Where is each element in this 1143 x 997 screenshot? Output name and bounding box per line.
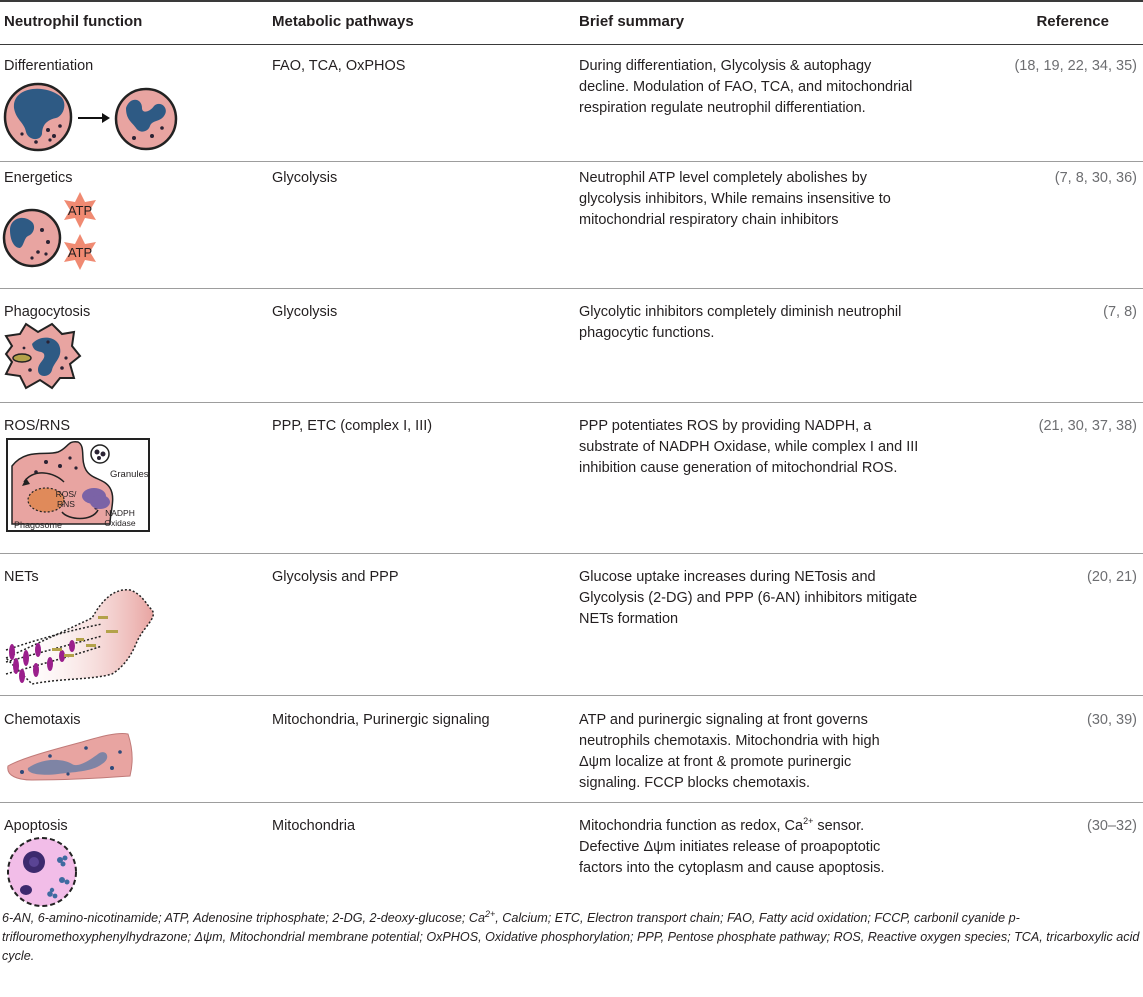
row-summary-differentiation: During differentiation, Glycolysis & autophagy decline. Modulation of FAO, TCA, and mitochondrial respiration regulate neutrophil differentiation. <box>579 58 913 116</box>
atp-label-1: ATP <box>67 203 93 218</box>
summary-text: Mitochondria function as redox, Ca <box>579 818 804 834</box>
apoptosis-figure <box>2 836 84 908</box>
row-summary-ros-rns: PPP potentiates ROS by providing NADPH, a substrate of NADPH Oxidase, while complex I and III inhibition cause generation of mitochondrial ROS. <box>579 418 919 476</box>
row-divider <box>0 402 1143 403</box>
row-summary-apoptosis <box>579 816 919 879</box>
row-pathways-phagocytosis: Glycolysis <box>272 304 338 320</box>
row-divider <box>0 288 1143 289</box>
summary-line: Defective Δψm initiates release of proapoptotic <box>579 839 881 855</box>
ros-label-line2: RNS <box>57 499 75 509</box>
row-summary-phagocytosis: Glycolytic inhibitors completely diminish neutrophil phagocytic functions. <box>579 304 902 341</box>
header-neutrophil-function: Neutrophil function <box>4 13 143 30</box>
row-reference-differentiation: (18, 19, 22, 34, 35) <box>1014 58 1137 74</box>
row-reference-energetics: (7, 8, 30, 36) <box>1054 170 1137 186</box>
row-function-nets: NETs <box>4 569 39 585</box>
chemotaxis-figure <box>2 728 142 784</box>
phagosome-label: Phagosome <box>14 520 63 530</box>
row-pathways-apoptosis: Mitochondria <box>272 818 356 834</box>
header-brief-summary: Brief summary <box>579 13 685 30</box>
summary-line: Δψm localize at front & promote purinergic <box>579 754 852 770</box>
row-divider <box>0 161 1143 162</box>
summary-text: sensor. <box>813 818 865 834</box>
row-summary-nets: Glucose uptake increases during NETosis and Glycolysis (2-DG) and PPP (6-AN) inhibitors mitigate NETs formation <box>579 569 918 627</box>
ros-rns-figure <box>6 438 150 532</box>
row-function-ros-rns: ROS/RNS <box>4 418 71 434</box>
summary-line <box>579 816 919 837</box>
ros-label-line1: ROS/ <box>55 489 77 499</box>
summary-line: ATP and purinergic signaling at front governs <box>579 712 868 728</box>
table-footnote <box>2 909 1140 966</box>
row-reference-apoptosis: (30–32) <box>1087 818 1137 834</box>
row-reference-ros-rns: (21, 30, 37, 38) <box>1038 418 1137 434</box>
row-pathways-differentiation: FAO, TCA, OxPHOS <box>272 58 406 74</box>
row-summary-chemotaxis <box>579 710 919 794</box>
row-reference-phagocytosis: (7, 8) <box>1103 304 1137 320</box>
nadph-label-line2: Oxidase <box>104 518 136 528</box>
superscript: 2+ <box>803 816 814 827</box>
nadph-label-line1: NADPH <box>105 508 135 518</box>
footnote-text: 6-AN, 6-amino-nicotinamide; ATP, Adenosine triphosphate; 2-DG, 2-deoxy-glucose; Ca <box>2 911 486 925</box>
header-reference: Reference <box>1036 13 1109 30</box>
atp-label-2: ATP <box>67 245 93 260</box>
row-pathways-nets: Glycolysis and PPP <box>272 569 399 585</box>
footnote-text: , Calcium; ETC, Electron transport chain; FAO, Fatty acid oxidation; FCCP, carbonil cyanide p-triflouromethoxyphenylhydrazone; Δψm, Mitochondrial membrane potential; OxPHOS, Oxidative phosphorylation; PPP, Pentose phosphate pathway; ROS, Reactive oxygen species; TCA, tricarboxylic acid cycle. <box>2 911 1140 963</box>
footnote-superscript: 2+ <box>485 908 496 919</box>
row-pathways-ros-rns: PPP, ETC (complex I, III) <box>272 418 433 434</box>
summary-line: signaling. FCCP blocks chemotaxis. <box>579 775 811 791</box>
phagocytosis-figure <box>2 322 82 390</box>
energetics-figure <box>2 190 122 282</box>
row-pathways-chemotaxis: Mitochondria, Purinergic signaling <box>272 712 490 728</box>
summary-line: factors into the cytoplasm and cause apoptosis. <box>579 860 885 876</box>
row-function-apoptosis: Apoptosis <box>4 818 68 834</box>
row-summary-energetics: Neutrophil ATP level completely abolishes by glycolysis inhibitors, While remains insensitive to mitochondrial respiratory chain inhibitors <box>579 170 891 228</box>
row-function-differentiation: Differentiation <box>4 58 94 74</box>
differentiation-figure <box>2 78 182 160</box>
summary-line: neutrophils chemotaxis. Mitochondria with high <box>579 733 880 749</box>
row-divider <box>0 802 1143 803</box>
row-divider <box>0 695 1143 696</box>
row-reference-chemotaxis: (30, 39) <box>1087 712 1137 728</box>
table-top-rule <box>0 0 1143 2</box>
row-divider <box>0 553 1143 554</box>
nets-figure <box>2 588 162 686</box>
row-function-phagocytosis: Phagocytosis <box>4 304 91 320</box>
row-function-energetics: Energetics <box>4 170 73 186</box>
header-metabolic-pathways: Metabolic pathways <box>272 13 414 30</box>
header-rule <box>0 44 1143 45</box>
granules-label: Granules <box>110 469 149 480</box>
row-function-chemotaxis: Chemotaxis <box>4 712 81 728</box>
row-reference-nets: (20, 21) <box>1087 569 1137 585</box>
row-pathways-energetics: Glycolysis <box>272 170 338 186</box>
